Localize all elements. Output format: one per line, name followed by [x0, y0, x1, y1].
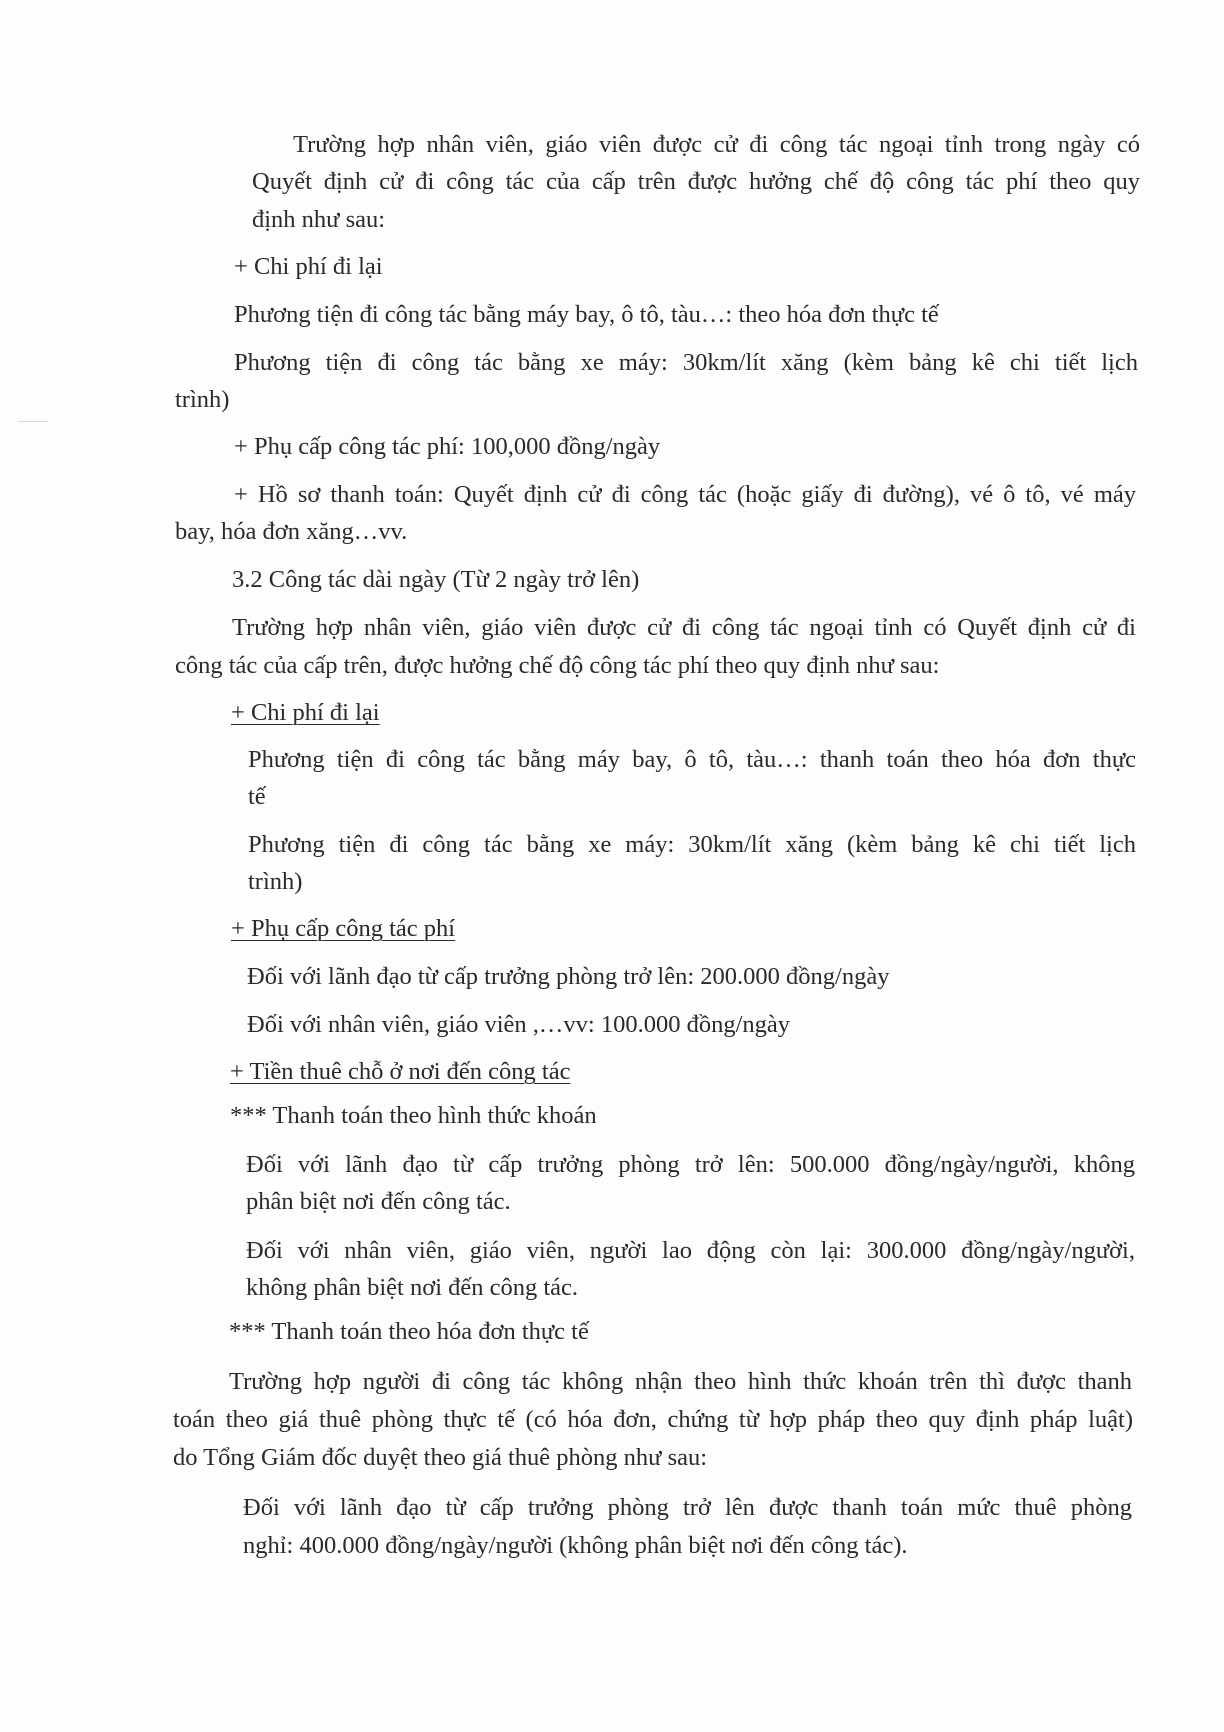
text-line: Phương tiện đi công tác bằng máy bay, ô tô, tàu…: theo hóa đơn thực tế: [234, 301, 939, 328]
text-line: tế: [248, 783, 266, 810]
text-line: trình): [175, 386, 230, 413]
text-line: công tác của cấp trên, được hưởng chế độ công tác phí theo quy định như sau:: [175, 652, 940, 679]
text-line: Phương tiện đi công tác bằng xe máy: 30km/lít xăng (kèm bảng kê chi tiết lịch: [234, 349, 1138, 376]
text-line: Đối với lãnh đạo từ cấp trưởng phòng trở lên: 200.000 đồng/ngày: [247, 963, 890, 990]
text-line: do Tổng Giám đốc duyệt theo giá thuê phòng như sau:: [173, 1444, 708, 1471]
text-line: Phương tiện đi công tác bằng máy bay, ô tô, tàu…: thanh toán theo hóa đơn thực: [248, 746, 1136, 773]
payment-method-heading: *** Thanh toán theo hóa đơn thực tế: [229, 1318, 589, 1345]
section-heading: + Chi phí đi lại: [234, 253, 383, 280]
text-line: bay, hóa đơn xăng…vv.: [175, 518, 408, 545]
text-line: Đối với lãnh đạo từ cấp trưởng phòng trở lên: 500.000 đồng/ngày/người, không: [246, 1151, 1135, 1178]
subsection-heading: + Tiền thuê chỗ ở nơi đến công tác: [230, 1058, 571, 1085]
scan-mark: [18, 421, 48, 422]
text-line: định như sau:: [252, 206, 386, 233]
text-line: Trường hợp nhân viên, giáo viên được cử đi công tác ngoại tỉnh trong ngày có: [293, 131, 1140, 158]
text-line: Đối với lãnh đạo từ cấp trưởng phòng trở lên được thanh toán mức thuê phòng: [243, 1494, 1132, 1521]
text-line: Phương tiện đi công tác bằng xe máy: 30km/lít xăng (kèm bảng kê chi tiết lịch: [248, 831, 1136, 858]
text-line: Đối với nhân viên, giáo viên ,…vv: 100.000 đồng/ngày: [247, 1011, 791, 1038]
text-line: không phân biệt nơi đến công tác.: [246, 1274, 579, 1301]
subsection-heading: + Chi phí đi lại: [231, 699, 380, 726]
text-line: nghỉ: 400.000 đồng/ngày/người (không phân biệt nơi đến công tác).: [243, 1532, 908, 1559]
text-line: + Phụ cấp công tác phí: 100,000 đồng/ngày: [234, 433, 661, 460]
text-line: Quyết định cử đi công tác của cấp trên được hưởng chế độ công tác phí theo quy: [252, 168, 1140, 195]
text-line: Trường hợp nhân viên, giáo viên được cử đi công tác ngoại tỉnh có Quyết định cử đi: [232, 614, 1136, 641]
text-line: trình): [248, 868, 303, 895]
section-heading: 3.2 Công tác dài ngày (Từ 2 ngày trở lên): [232, 566, 640, 593]
text-line: toán theo giá thuê phòng thực tế (có hóa đơn, chứng từ hợp pháp theo quy định pháp luật): [173, 1406, 1133, 1433]
subsection-heading: + Phụ cấp công tác phí: [231, 915, 456, 942]
text-line: Trường hợp người đi công tác không nhận theo hình thức khoán trên thì được thanh: [229, 1368, 1132, 1395]
payment-method-heading: *** Thanh toán theo hình thức khoán: [230, 1102, 597, 1129]
text-line: + Hồ sơ thanh toán: Quyết định cử đi công tác (hoặc giấy đi đường), vé ô tô, vé máy: [234, 481, 1136, 508]
text-line: Đối với nhân viên, giáo viên, người lao động còn lại: 300.000 đồng/ngày/người,: [246, 1237, 1135, 1264]
text-line: phân biệt nơi đến công tác.: [246, 1188, 511, 1215]
